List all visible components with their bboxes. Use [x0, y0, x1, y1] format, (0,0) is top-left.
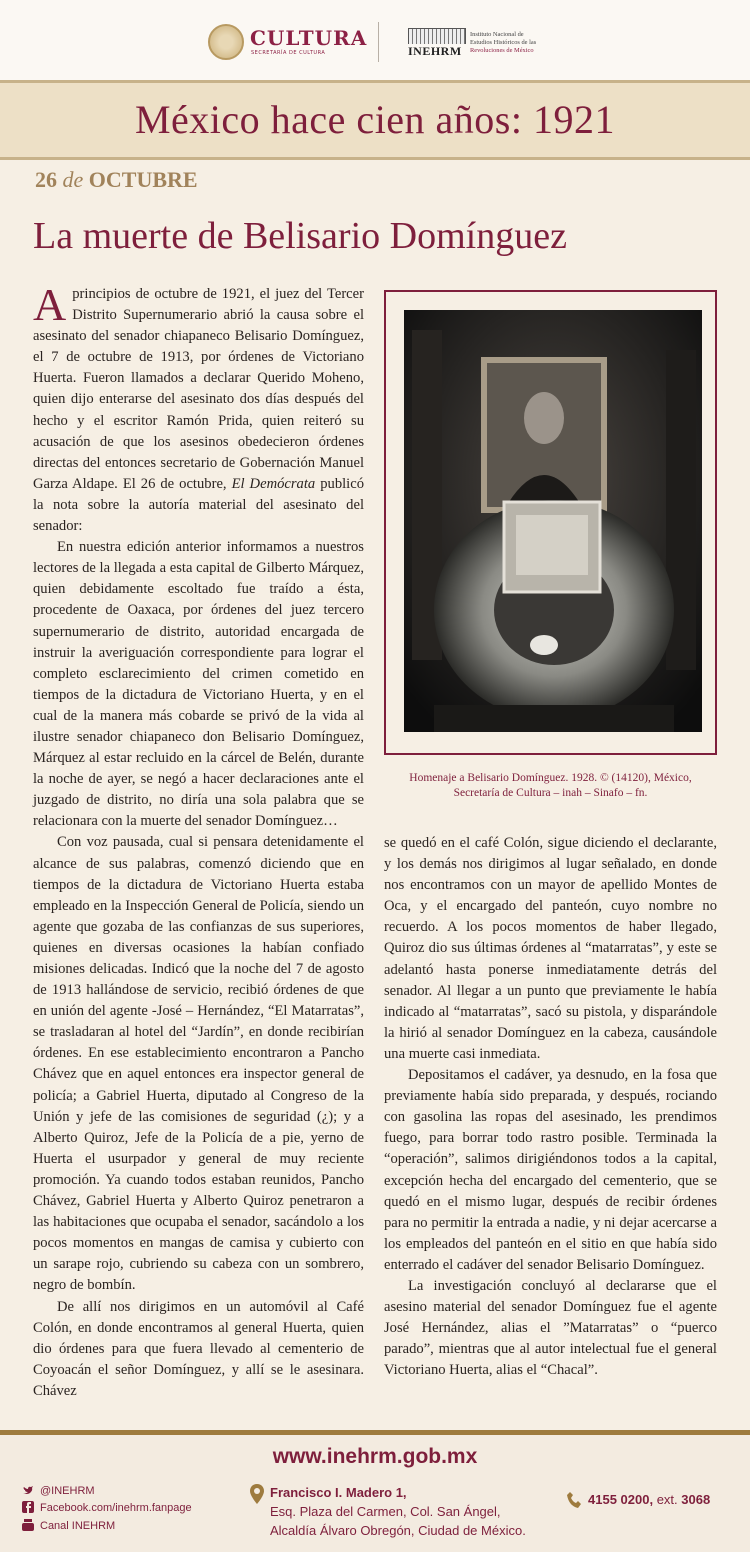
cultura-logo-text: CULTURA: [250, 26, 368, 50]
paragraph: De allí nos dirigimos en un automóvil al Café Colón, en donde encontramos al general Huerta, quien dio órdenes para que fuera llevado al cementerio de Coyoacán el señor Domínguez, y allí se le asesinara. Chávez: [33, 1298, 364, 1399]
inehrm-desc-line: Revoluciones de México: [470, 47, 534, 54]
series-title: México hace cien años: 1921: [134, 97, 615, 142]
caption-line: Homenaje a Belisario Domínguez. 1928. © (14120), México,: [409, 772, 692, 784]
caption-line: Secretaría de Cultura – inah – Sinafo – fn.: [453, 787, 648, 799]
inehrm-logo-text: INEHRM: [408, 44, 462, 58]
photo-caption: [384, 771, 717, 801]
address-line: Esq. Plaza del Carmen, Col. San Ángel,: [270, 1504, 501, 1519]
paragraph: Depositamos el cadáver, ya desnudo, en la fosa que previamente había sido preparada, y después, rociando con gasolina las ropas del asesinado, les prendimos fuego, para borrar todo rastro posible. Terminada la “operación”, salimos dirigiéndonos todos a la capital, excepción hecha del encargado del cementerio, que se quedó en el mismo lugar, después de recibir órdenes para no permitir la entrada a nadie, y ni dejar acercarse a los empleados del panteón en el sitio en que había sido enterrado el cadáver del senador Belisario Domínguez.: [384, 1067, 717, 1273]
paragraph: se quedó en el café Colón, sigue diciendo el declarante, y los demás nos dirigimos al lugar señalado, en donde nos encontramos con un mayor de apellido Montes de Oca, y el encargado del panteón, cuyo nombre no recuerdo. A los pocos momentos de haber llegado, Quiroz dio sus últimas órdenes al “matarratas”, y este se adelantó hasta ponerse inmediatamente detrás del senador. Al llegar a un punto que previamente le había indicado al “matarratas”, sacó su pistola, y disparándole la hirió al senador Domínguez en la cabeza, causándole una muerte casi inmediata.: [384, 835, 717, 1062]
phone-icon: [567, 1492, 581, 1508]
header-divider: [378, 22, 379, 62]
twitter-handle: @INEHRM: [40, 1485, 95, 1497]
paragraph: Con voz pausada, cual si pensara detenidamente el alcance de sus palabras, comenzó diciendo que en tiempos de la dictadura de Victoriano Huerta estaba empleado en la Inspección General de Policía, siendo un agente que gozaba de las confianzas de sus superiores, quienes en diversas ocasiones la habían confiado misiones delicadas. Indicó que la noche del 7 de agosto de 1913 hallándose de servicio, recibió órdenes de que en unión del agente -José – Hernández, “El Matarratas”, se trasladaran al hotel del “Jardín”, en donde recibirían órdenes. En ese establecimiento encontraron a Pancho Chávez que en aquel entonces era inspector general de policía; a Gabriel Huerta, diputado al Congreso de la Unión y jefe de las comisiones de seguridad (¿); y a Alberto Quiroz, Jefe de la Policía de a pie, yerno de Huerta el usurpador y general de muy reciente promoción. Ya cuando todos estaban reunidos, Pancho Chávez, Gabriel Huerta y Alberto Quiroz penetraron a las habitaciones que ocupaba el senador, sacándolo a los pocos momentos en mangas de camisa y cubierto con un sarape rojo, cubriendo su cabeza con un sombrero, negro de bombín.: [33, 834, 364, 1294]
date-month: OCTUBRE: [88, 167, 198, 192]
facebook-icon: [22, 1501, 34, 1513]
inehrm-description: [470, 31, 550, 55]
paragraph-intro: [33, 279, 364, 537]
facebook-url: Facebook.com/inehrm.fanpage: [40, 1502, 192, 1514]
drop-cap: A: [33, 279, 67, 330]
newspaper-name: El Demócrata: [231, 475, 316, 492]
inehrm-building-icon: [408, 28, 466, 44]
youtube-link[interactable]: [22, 1519, 115, 1532]
date-day: 26: [35, 167, 57, 192]
article-date: [35, 167, 198, 193]
twitter-icon: [22, 1484, 34, 1496]
inehrm-desc-line: Estudios Históricos de las: [470, 39, 537, 46]
phone-main: 4155 0200,: [588, 1492, 654, 1507]
paragraph: En nuestra edición anterior informamos a nuestros lectores de la llegada a esta capital de Gilberto Márquez, quien debidamente escoltado fue traído a ésta, procedente de Oaxaca, por órdenes del juez tercero supernumerario de distrito, autoridad encargada de instruir la averiguación correspondiente para lograr el completo esclarecimiento del crimen cometido en tiempos de la dictadura de Victoriano Huerta, y en el cual de la manera más cobarde se privó de la vida al ilustre senador chiapaneco don Belisario Domínguez, Márquez al estar recluido en la cárcel de Belén, durante la noche de ayer, se negó a hacer declaraciones ante el juzgado de distrito, no diría una sola palabra que se relacionara con la muerte del senador Domínguez…: [33, 539, 364, 830]
paragraph-text: publicó la nota sobre la autoría material del asesinato del senador:: [33, 475, 364, 535]
address-line: Alcaldía Álvaro Obregón, Ciudad de México.: [270, 1523, 526, 1538]
address: [270, 1483, 526, 1540]
phone-ext-label: ext.: [656, 1492, 678, 1507]
facebook-link[interactable]: [22, 1501, 192, 1514]
cultura-logo-subtext: SECRETARÍA DE CULTURA: [251, 50, 326, 56]
cultura-seal-icon: [208, 24, 244, 60]
youtube-icon: [22, 1519, 34, 1531]
website-link[interactable]: www.inehrm.gob.mx: [272, 1445, 478, 1468]
paragraph: La investigación concluyó al declararse que el asesino material del senador Domínguez fue el agente José Hernández, alias el ”Matarratas” o “puerco parado”, mientras que al autor intelectual fue el general Victoriano Huerta, alias el “Chacal”.: [384, 1277, 717, 1379]
photo-illustration: [404, 310, 702, 732]
article-title: La muerte de Belisario Domínguez: [33, 215, 567, 257]
article-column-left: [33, 279, 364, 1402]
header: [0, 0, 750, 80]
twitter-link[interactable]: [22, 1484, 95, 1497]
homenaje-photo: [404, 310, 702, 732]
date-de: de: [62, 167, 84, 192]
location-pin-icon: [250, 1484, 264, 1504]
phone-ext: 3068: [681, 1492, 711, 1507]
phone-number[interactable]: [588, 1492, 710, 1507]
inehrm-desc-line: Instituto Nacional de: [470, 31, 524, 38]
paragraph-text: principios de octubre de 1921, el juez del Tercer Distrito Supernumerario abrió la causa sobre el asesinato del senador chiapaneco Belisario Domínguez, el 7 de octubre de 1913, por órdenes de Victoriano Huerta. Fueron llamados a declarar Querido Moheno, quien dijo enterarse del asesinato dos días después del hecho y el escritor Ramón Prida, quien reiteró su acusación de que los asesinos obedecieron órdenes directas del entonces secretario de Gobernación Manuel Garza Aldape. El 26 de octubre,: [33, 286, 364, 492]
youtube-channel: Canal INEHRM: [40, 1520, 116, 1532]
article-column-right: [384, 833, 717, 1381]
address-line: Francisco I. Madero 1,: [270, 1485, 407, 1500]
